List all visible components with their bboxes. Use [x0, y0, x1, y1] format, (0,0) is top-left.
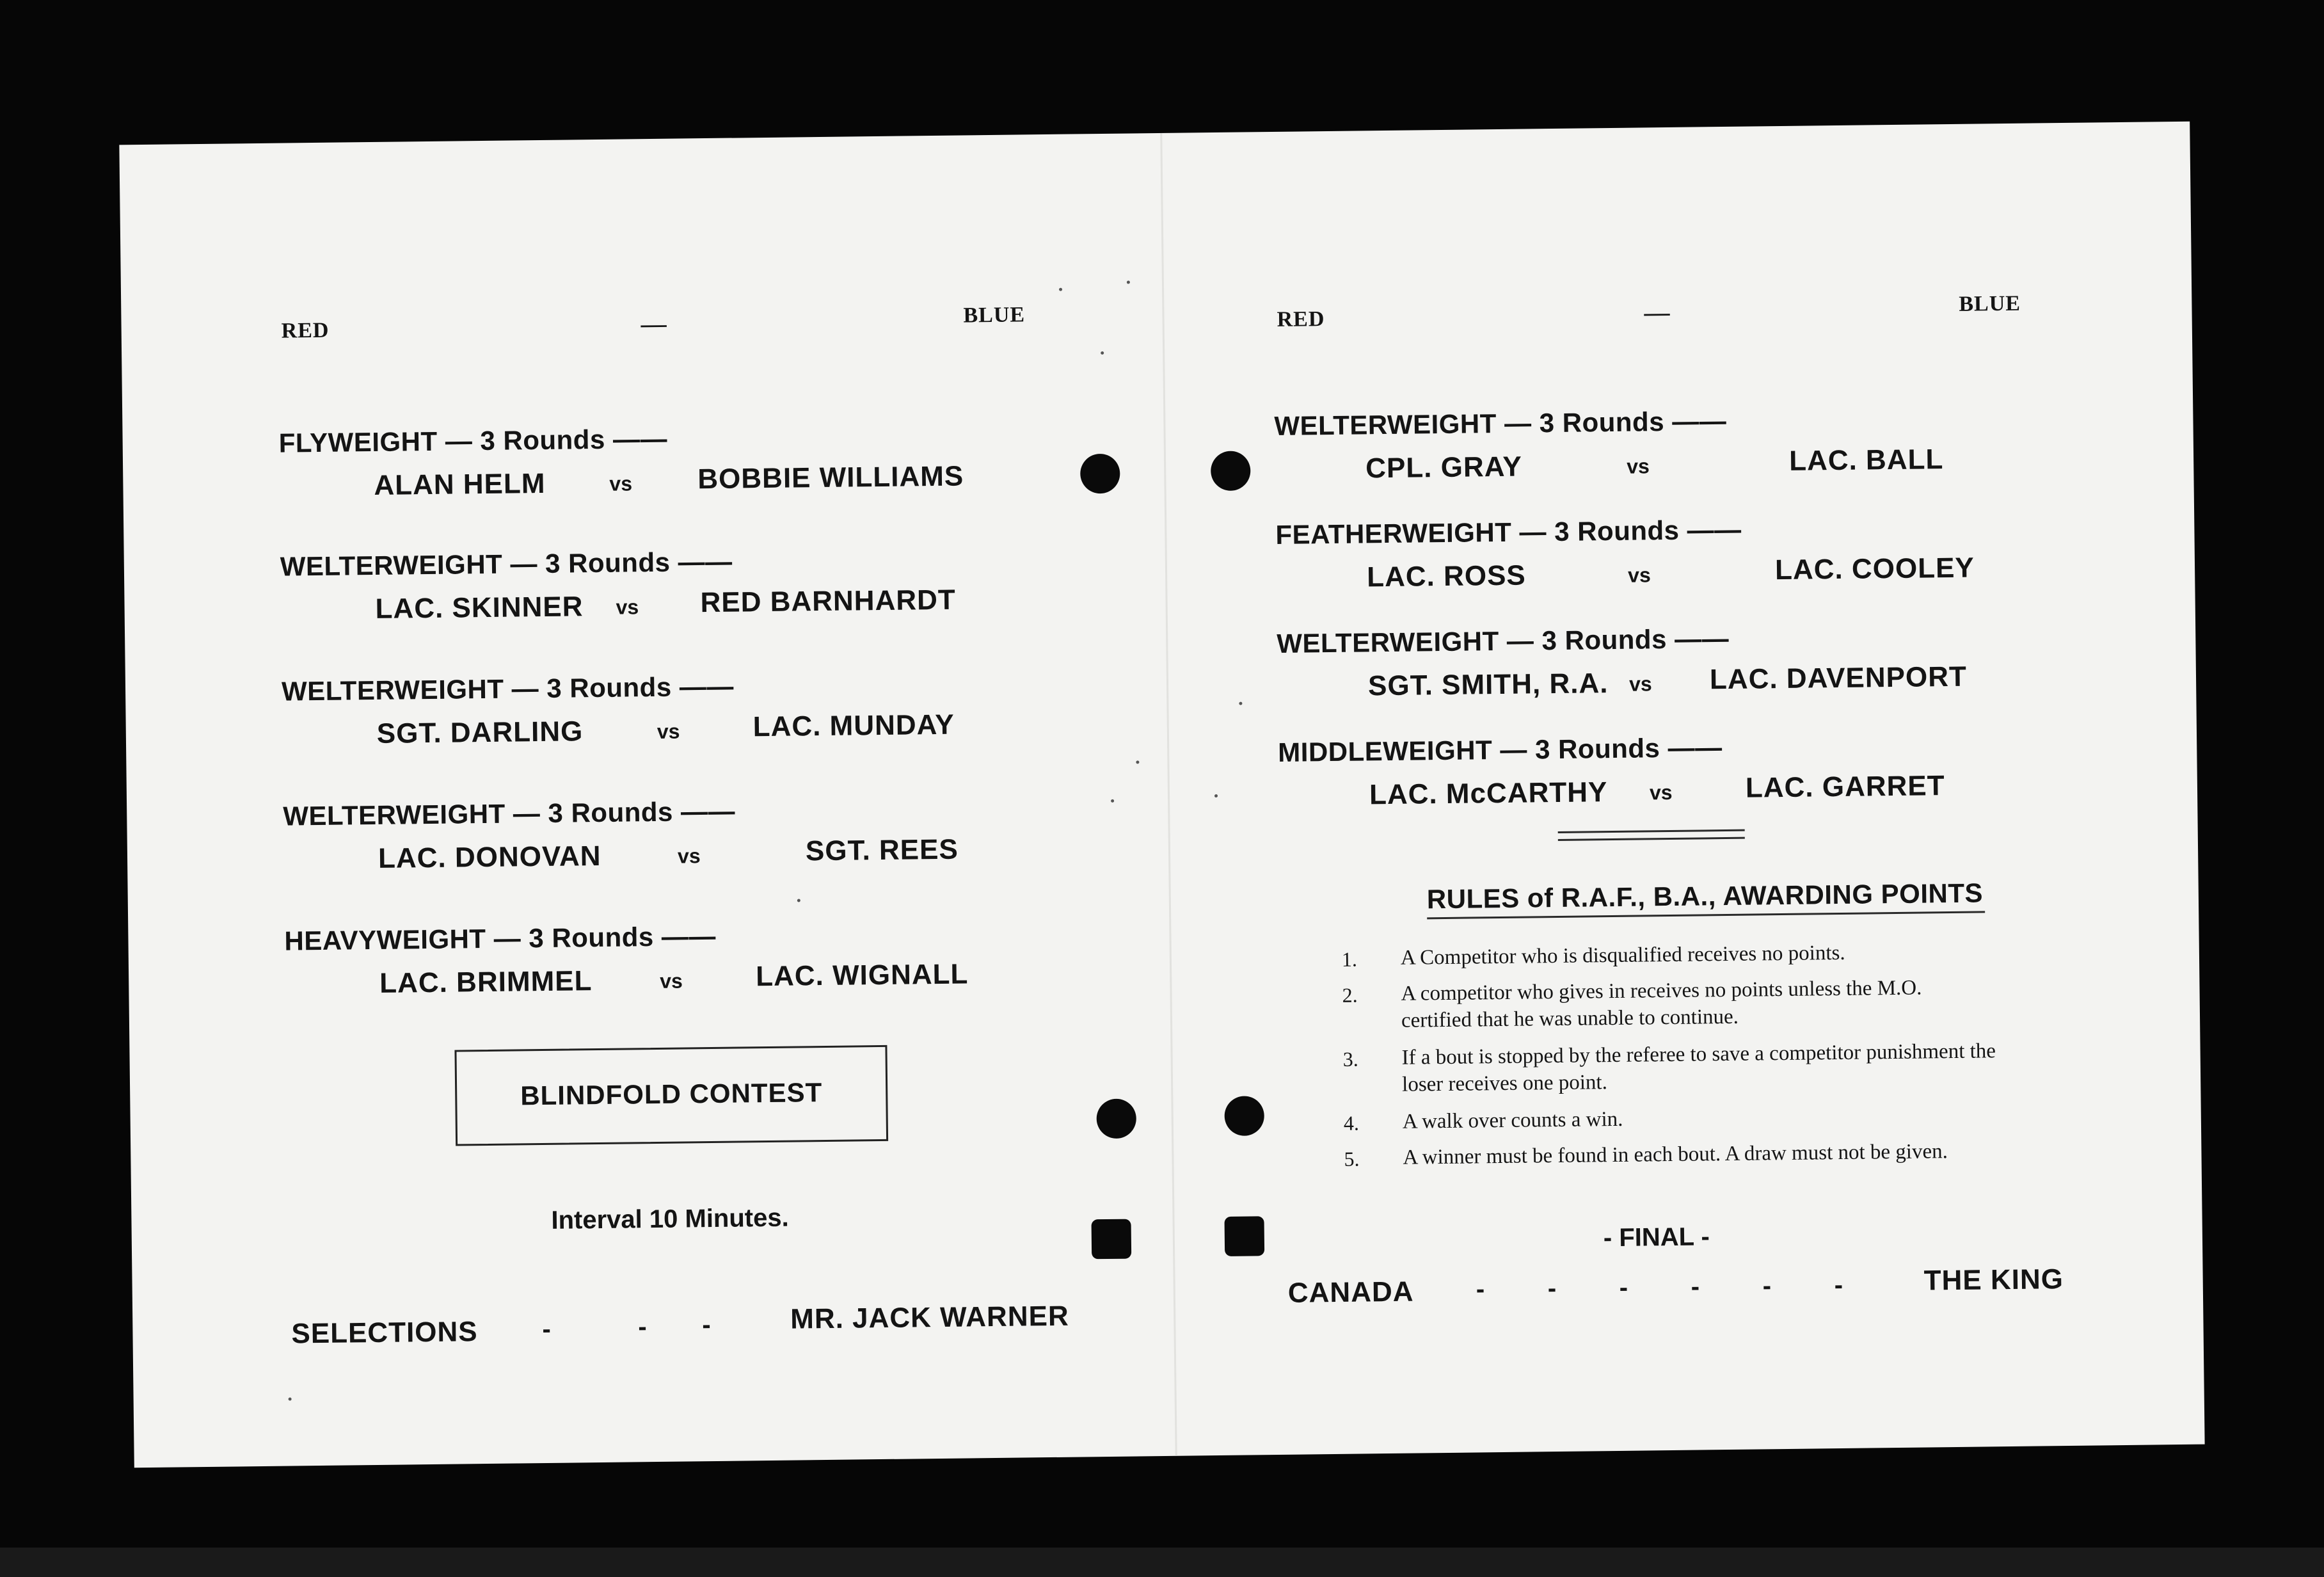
paper-speck — [1059, 288, 1062, 291]
bout-division: MIDDLEWEIGHT — 3 Rounds —— — [1277, 732, 1723, 767]
paper-speck — [1136, 760, 1139, 764]
rule-text: A winner must be found in each bout. A draw must not be given. — [1403, 1140, 1948, 1169]
interval-note: Interval 10 Minutes. — [551, 1203, 789, 1235]
punch-hole — [1224, 1096, 1264, 1136]
anthem-canada: CANADA — [1287, 1276, 1414, 1309]
rule-number: 3. — [1342, 1047, 1358, 1071]
bout-division: WELTERWEIGHT — 3 Rounds —— — [1277, 623, 1730, 659]
leader-dash: - — [1762, 1272, 1772, 1301]
blue-corner-label: BLUE — [1959, 291, 2021, 316]
rule-text: A competitor who gives in receives no points unless the M.O. certified that he was unable to continue. — [1401, 976, 1922, 1032]
leader-dash: - — [638, 1313, 647, 1341]
blue-boxer-name: BOBBIE WILLIAMS — [697, 460, 964, 495]
vs-label: vs — [677, 844, 701, 868]
leader-dash: - — [1691, 1272, 1700, 1301]
blue-boxer-name: LAC. DAVENPORT — [1709, 660, 1968, 696]
rule-text: A Competitor who is disqualified receives no points. — [1400, 941, 1845, 970]
corner-separator: — — [1644, 297, 1670, 327]
blue-boxer-name: LAC. BALL — [1788, 444, 1944, 477]
red-boxer-name: SGT. DARLING — [376, 716, 584, 749]
red-boxer-name: LAC. DONOVAN — [378, 840, 601, 874]
center-fold — [1160, 133, 1177, 1456]
blue-boxer-name: LAC. WIGNALL — [755, 958, 969, 993]
punch-hole — [1080, 454, 1120, 494]
anthem-the-king: THE KING — [1923, 1263, 2064, 1297]
vs-label: vs — [1649, 780, 1673, 805]
paper-speck — [289, 1397, 292, 1400]
corner-separator: — — [641, 308, 667, 339]
bout-division: WELTERWEIGHT — 3 Rounds —— — [281, 671, 735, 707]
rules-heading: RULES of R.A.F., B.A., AWARDING POINTS — [1426, 877, 1984, 915]
rule-text: A walk over counts a win. — [1402, 1107, 1623, 1133]
leader-dash: - — [702, 1311, 711, 1340]
bout-division: FEATHERWEIGHT — 3 Rounds —— — [1275, 514, 1742, 550]
red-boxer-name: ALAN HELM — [374, 467, 546, 501]
rule-number: 4. — [1343, 1111, 1360, 1135]
double-rule-bottom — [1558, 837, 1745, 841]
paper-speck — [1239, 702, 1242, 705]
leader-dash: - — [1619, 1273, 1628, 1302]
vs-label: vs — [657, 719, 680, 743]
vs-label: vs — [1627, 563, 1651, 587]
red-boxer-name: LAC. McCARTHY — [1369, 776, 1608, 811]
paper-speck — [1111, 799, 1114, 803]
blue-boxer-name: LAC. GARRET — [1745, 770, 1945, 804]
vs-label: vs — [1628, 672, 1652, 696]
film-edge-strip — [0, 1548, 2324, 1577]
vs-label: vs — [1627, 454, 1650, 478]
blue-boxer-name: RED BARNHARDT — [700, 584, 957, 619]
bout-division: WELTERWEIGHT — 3 Rounds —— — [280, 546, 733, 582]
punch-hole — [1224, 1216, 1264, 1256]
rule-text: If a bout is stopped by the referee to save a competitor punishment the loser receives one point. — [1401, 1039, 1996, 1096]
rule-number: 2. — [1342, 983, 1358, 1007]
leader-dash: - — [1476, 1275, 1485, 1304]
selections-performer: MR. JACK WARNER — [790, 1300, 1069, 1335]
vs-label: vs — [660, 969, 683, 993]
selections-label: SELECTIONS — [291, 1316, 478, 1350]
leader-dash: - — [1834, 1270, 1843, 1300]
blue-boxer-name: LAC. MUNDAY — [752, 708, 955, 743]
programme-sheet — [119, 122, 2204, 1468]
red-boxer-name: LAC. ROSS — [1366, 559, 1527, 593]
red-corner-label: RED — [281, 318, 330, 343]
paper-speck — [1101, 351, 1104, 355]
final-label: - FINAL - — [1603, 1222, 1710, 1253]
leader-dash: - — [542, 1315, 551, 1344]
paper-speck — [1127, 281, 1130, 284]
red-boxer-name: CPL. GRAY — [1365, 451, 1523, 484]
punch-hole — [1092, 1219, 1132, 1260]
bout-division: WELTERWEIGHT — 3 Rounds —— — [1274, 405, 1727, 441]
double-rule-top — [1558, 829, 1745, 833]
vs-label: vs — [616, 595, 639, 619]
rule-number: 5. — [1344, 1147, 1360, 1171]
bout-division: FLYWEIGHT — 3 Rounds —— — [278, 423, 668, 458]
red-boxer-name: LAC. BRIMMEL — [379, 965, 593, 999]
punch-hole — [1211, 451, 1251, 491]
red-boxer-name: LAC. SKINNER — [375, 591, 584, 625]
blindfold-contest-box — [454, 1045, 888, 1146]
rule-number: 1. — [1341, 947, 1358, 971]
red-boxer-name: SGT. SMITH, R.A. — [1367, 668, 1609, 702]
blue-corner-label: BLUE — [963, 303, 1026, 328]
leader-dash: - — [1547, 1274, 1557, 1303]
blue-boxer-name: SGT. REES — [805, 833, 959, 867]
vs-label: vs — [609, 472, 633, 495]
paper-speck — [797, 899, 800, 902]
bout-division: HEAVYWEIGHT — 3 Rounds —— — [284, 920, 717, 956]
punch-hole — [1096, 1098, 1136, 1139]
paper-speck — [1214, 794, 1218, 797]
red-corner-label: RED — [1277, 307, 1325, 332]
blindfold-contest-label: BLINDFOLD CONTEST — [520, 1077, 823, 1111]
blue-boxer-name: LAC. COOLEY — [1774, 552, 1975, 586]
bout-division: WELTERWEIGHT — 3 Rounds —— — [283, 796, 736, 831]
